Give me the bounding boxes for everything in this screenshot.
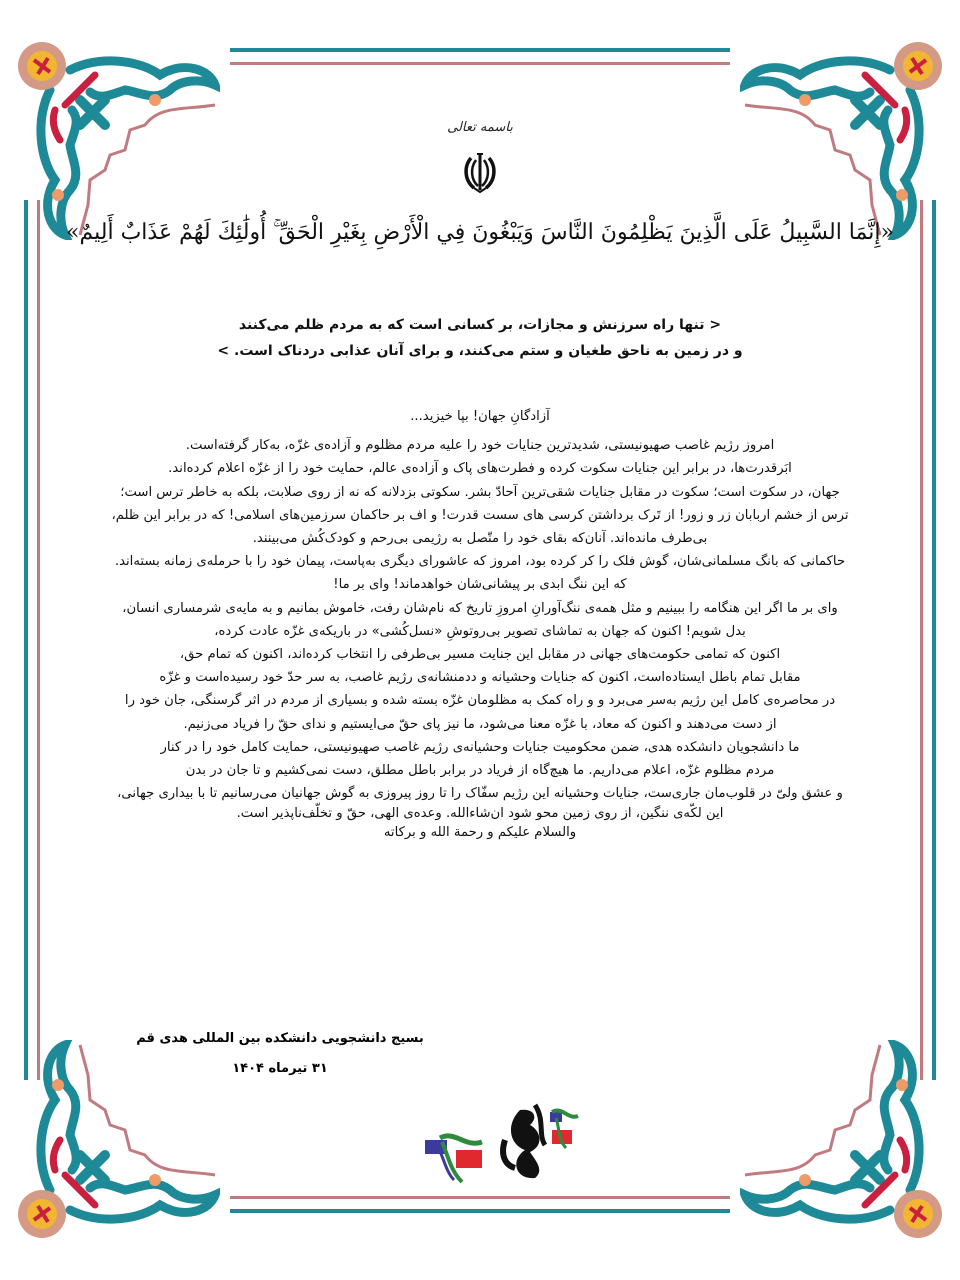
border-line-top-rose xyxy=(230,62,730,65)
body-line: ابَرقدرت‌ها، در برابر این جنایات سکوت کرده و فطرت‌های پاک و آزاده‌ی عالم، حمایت خود را از غزّه اعلام کرده‌اند. xyxy=(168,461,792,477)
translation-line: < تنها راه سرزنش و مجازات، بر کسانی است که به مردم ظلم می‌کنند xyxy=(238,317,722,333)
corner-ornament-top-left-icon xyxy=(10,30,220,240)
border-line-right-teal xyxy=(932,200,936,1080)
letter-body xyxy=(60,405,900,843)
quran-verse: «إِنَّمَا السَّبِيلُ عَلَى الَّذِينَ يَظْلِمُونَ النَّاسَ وَيَبْغُونَ فِي الْأَرْضِ بِغَيْرِ الْحَقِّ ۚ أُولَٰئِكَ لَهُمْ عَذَابٌ أَلِيمٌ» xyxy=(66,220,894,245)
body-line: اکنون که تمامی حکومت‌های جهانی در مقابل این جنایت مسیر بی‌طرفی را انتخاب کرده‌اند، اکنون که تمام حق، xyxy=(179,647,781,663)
closing-salutation: والسلام علیکم و رحمة الله و برکاته xyxy=(383,825,577,841)
signature-block xyxy=(120,1024,440,1084)
body-line: که این ننگ ابدی بر پیشانی‌شان خواهدماند! وای بر ما! xyxy=(333,577,627,593)
body-line: بدل شویم! اکنون که جهان به تماشای تصویر بی‌روتوشِ «نسل‌کُشی» در باریکه‌ی غزّه عادت کرده، xyxy=(214,623,746,639)
body-line: این لکّه‌ی ننگین، از روی زمین محو شود ان‌شاءالله. وعده‌ی الهی، حقّ و تخلّف‌ناپذیر است. xyxy=(236,806,724,822)
body-line: وای بر ما اگر این هنگامه را ببینیم و مثل همه‌ی ننگ‌آورانِ امروزِ تاریخ که نام‌شان رفت، خاموش بمانیم و به مایه‌ی شرمساری انسان، xyxy=(122,600,838,616)
signature-organization: بسیج دانشجویی دانشکده بین المللی هدی قم xyxy=(136,1031,424,1046)
border-line-right-rose xyxy=(920,200,923,1080)
body-line: ترس از خشم اربابان زر و زور! از تَرک برداشتن کرسی های سست قدرت! و اف بر حاکمان سرزمین‌های اسلامی! که در برابر این ظلم، xyxy=(111,507,849,523)
body-line: مردم مظلوم غزّه، اعلام می‌داریم. ما هیچ‌گاه از فریاد در برابر باطل مطلق، دست نمی‌کشیم و تا جان در بدن xyxy=(185,763,775,779)
basij-flag-logo-icon xyxy=(420,1120,490,1190)
body-line: ما دانشجویان دانشکده هدی، ضمن محکومیت جنایات وحشیانه‌ی رژیم غاصب صهیونیستی، حمایت کامل خود را در کنار xyxy=(160,739,800,755)
body-line: مقابل تمام باطل ایستاده‌است، اکنون که جنایات وحشیانه و ددمنشانه‌ی رژیم غاصب، به سر حدّ خود رسیده‌است و غزّه xyxy=(159,670,801,686)
logos xyxy=(420,1090,580,1190)
body-line: امروز رژیم غاصب صهیونیستی، شدیدترین جنایات خود را علیه مردم مظلوم و آزاده‌ی غزّه، به‌کار گرفته‌است. xyxy=(185,438,775,454)
border-line-bottom-teal xyxy=(230,1209,730,1213)
corner-ornament-top-right-icon xyxy=(740,30,950,240)
iran-emblem-icon xyxy=(462,150,498,194)
border-line-left-rose xyxy=(37,200,40,1080)
border-line-left-teal xyxy=(24,200,28,1080)
translation-line: و در زمین به ناحق طغیان و ستم می‌کنند، و برای آنان عذابی دردناک است. > xyxy=(217,343,743,359)
body-line: جهان، در سکوت است؛ سکوت در مقابل جنایات شقی‌ترین آحادّ بشر. سکوتی بزدلانه که نه از روی صلابت، بلکه به خاطر ترس است؛ xyxy=(120,484,840,500)
calligraphy-logo-icon xyxy=(490,1090,580,1190)
invocation-text: باسمه تعالی xyxy=(447,120,513,135)
body-line: از دست می‌دهند و اکنون که معاد، با غزّه معنا می‌شود، ما نیز پای حقّ می‌ایستیم و ندای حقّ را فریاد می‌زنیم. xyxy=(183,716,777,732)
body-line: حاکمانی که بانگ مسلمانی‌شان، گوش فلک را کر کرده بود، امروز که عاشورای دیگری به‌پاست، پیمان خود را با حرمله‌ی زمانه بسته‌اند. xyxy=(114,554,846,570)
body-line: بی‌طرف مانده‌اند. آنان‌که بقای خود را متّصل به رژیمی بی‌رحم و کودک‌کُش می‌بینند. xyxy=(252,531,708,547)
corner-ornament-bottom-right-icon xyxy=(740,1040,950,1250)
border-line-bottom-rose xyxy=(230,1196,730,1199)
body-line: و عشق ولیّ در قلوب‌مان جاری‌ست، جنایات وحشیانه این رژیم سفّاک را تا روز پیروزی به گوش جهانیان می‌رسانیم تا با بیداری جهانی، xyxy=(117,786,843,802)
signature-date: ۳۱ تیرماه ۱۴۰۴ xyxy=(232,1061,328,1076)
greeting: آزادگانِ جهان! بپا خیزید... xyxy=(410,409,550,424)
body-line: در محاصره‌ی کامل این رژیم به‌سر می‌برد و و راه کمک به مظلومان غزّه بسته شده و بسیاری از مردم در اثر گرسنگی، جان خود را xyxy=(124,693,836,709)
verse-translation xyxy=(60,312,900,364)
border-line-top-teal xyxy=(230,48,730,52)
